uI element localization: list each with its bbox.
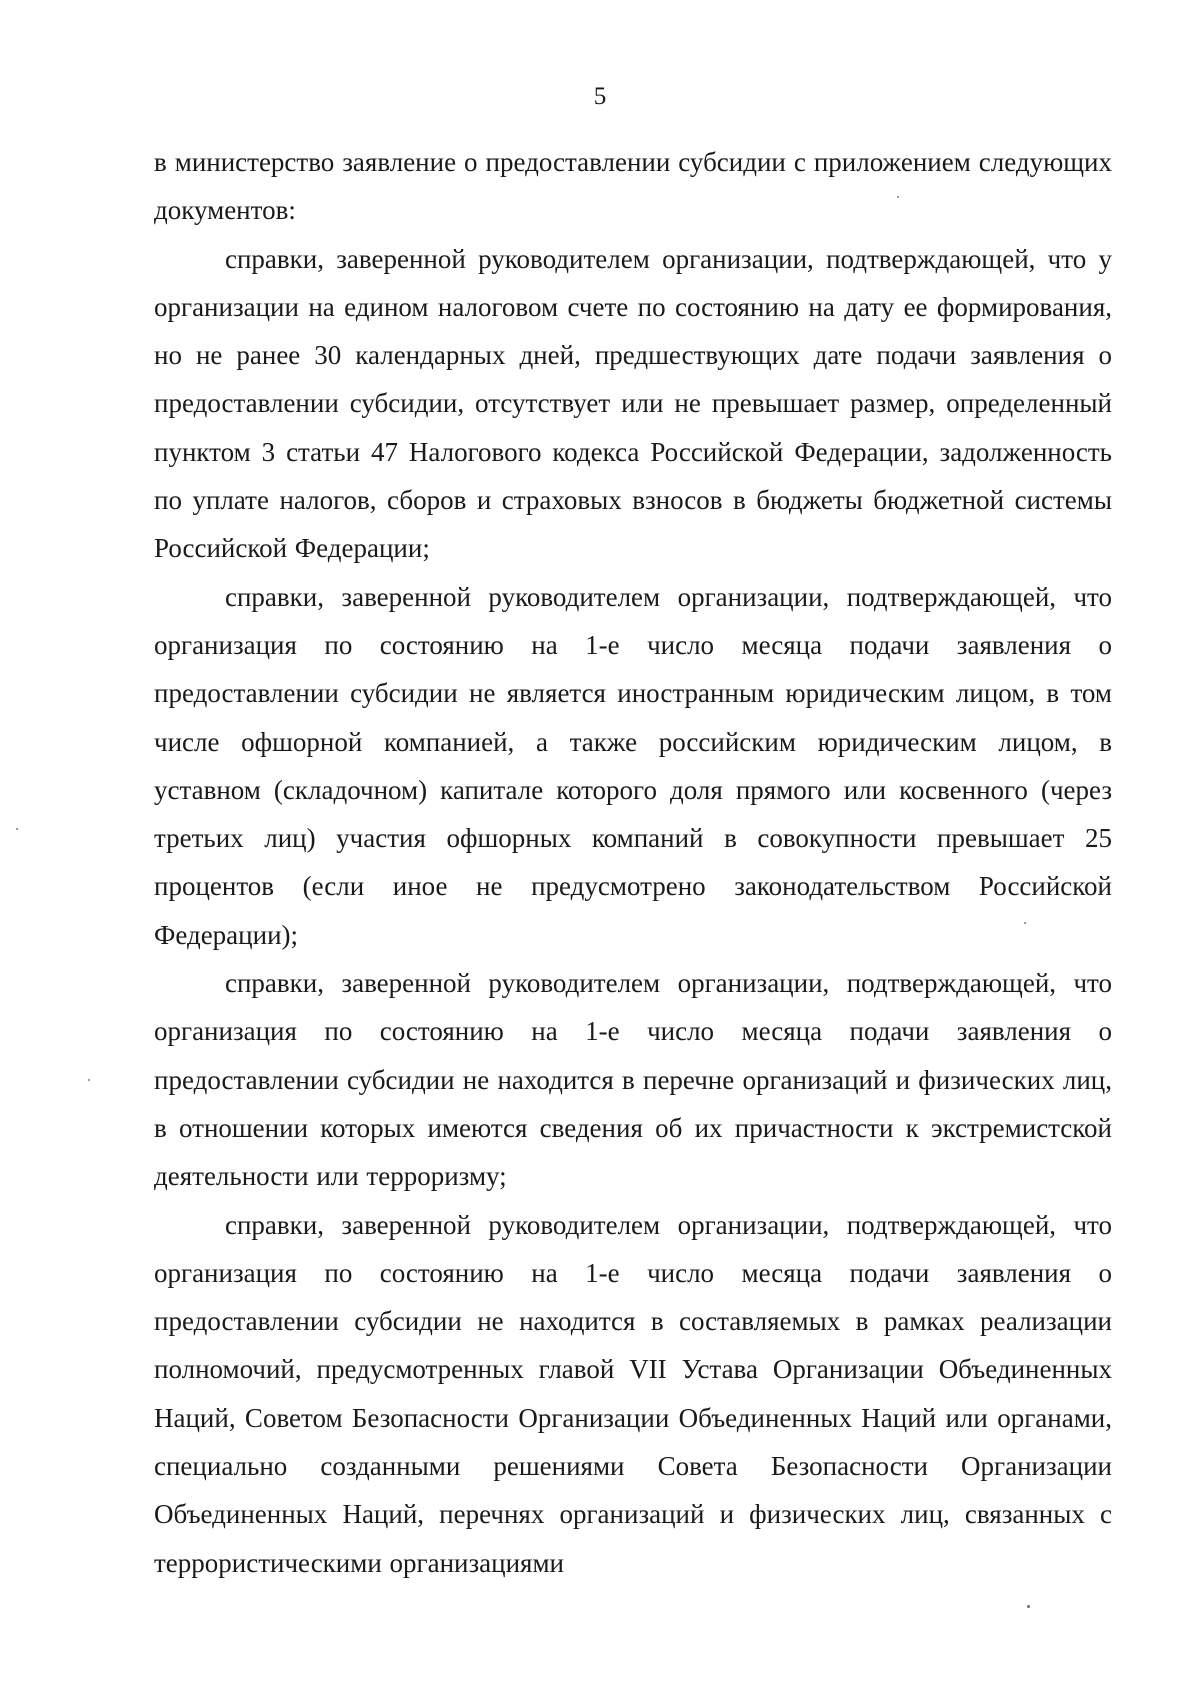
paragraph-foreign-entity-certificate: справки, заверенной руководителем организации, подтверждающей, что организация по состоянию на 1-е число месяца подачи заявления о предоставлении субсидии не является иностранным юридическим лицом, в том числе офшорной компанией, а также российским юридическим лицом, в уставном (складочном) капитале которого доля прямого или косвенного (через третьих лиц) участия офшорных компаний в совокупности превышает 25 процентов (если иное не предусмотрено законодательством Российской Федерации); — [154, 581, 1112, 950]
page-number: 5 — [593, 83, 607, 110]
scan-speck — [897, 196, 899, 198]
paragraph-continuation: в министерство заявление о предоставлении субсидии с приложением следующих документов: — [154, 147, 1112, 226]
paragraph-tax-debt-certificate: справки, заверенной руководителем организации, подтверждающей, что у организации на едином налоговом счете по состоянию на дату ее формирования, но не ранее 30 календарных дней, предшествующих дате подачи заявления о предоставлении субсидии, отсутствует или не превышает размер, определенный пунктом 3 статьи 47 Налогового кодекса Российской Федерации, задолженность по уплате налогов, сборов и страховых взносов в бюджеты бюджетной системы Российской Федерации; — [154, 243, 1112, 564]
scan-speck — [1024, 922, 1026, 924]
paragraph-extremism-list-certificate: справки, заверенной руководителем организации, подтверждающей, что организация по состоянию на 1-е число месяца подачи заявления о предоставлении субсидии не находится в перечне организаций и физических лиц, в отношении которых имеются сведения об их причастности к экстремистской деятельности или терроризму; — [154, 968, 1112, 1192]
body-text — [154, 138, 1112, 1587]
scan-speck — [16, 828, 18, 830]
scan-speck — [1027, 1605, 1030, 1608]
scan-speck — [88, 1079, 90, 1081]
paragraph-un-sanctions-certificate: справки, заверенной руководителем организации, подтверждающей, что организация по состоянию на 1-е число месяца подачи заявления о предоставлении субсидии не находится в составляемых в рамках реализации полномочий, предусмотренных главой VII Устава Организации Объединенных Наций, Советом Безопасности Организации Объединенных Наций или органами, специально созданными решениями Совета Безопасности Организации Объединенных Наций, перечнях организаций и физических лиц, связанных с террористическими организациями — [154, 1209, 1112, 1578]
